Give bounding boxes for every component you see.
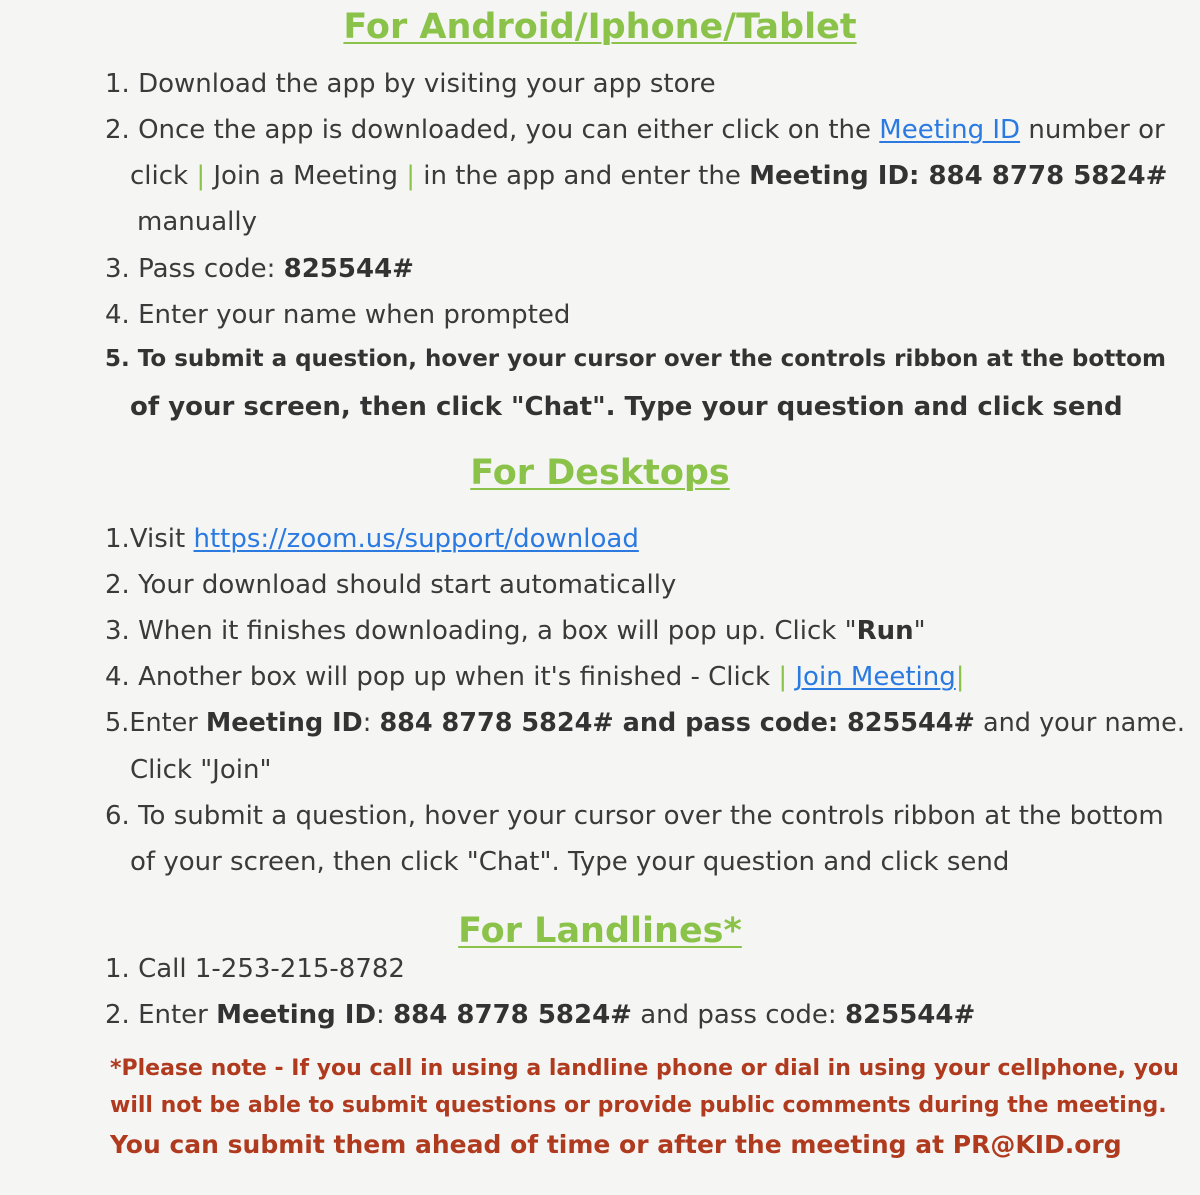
zoom-download-link[interactable]: https://zoom.us/support/download — [193, 524, 639, 554]
passcode-value: 825544# — [844, 1000, 976, 1030]
android-step-2-text: 2. Once the app is downloaded, you can either click on the — [105, 115, 872, 145]
desktop-step-1 — [105, 526, 639, 552]
visit-label: 1.Visit — [105, 524, 186, 554]
android-step-5-text: 5. To submit a question, hover your cursor over the controls ribbon at the bottom — [105, 346, 1166, 372]
desktop-step-4 — [105, 664, 965, 690]
bar-divider: | — [955, 662, 965, 692]
bar-divider: | — [778, 662, 788, 692]
heading-android: For Android/Iphone/Tablet — [343, 7, 857, 47]
note-line-2: will not be able to submit questions or provide public comments during the meeting. — [110, 1093, 1167, 1118]
landline-step-2 — [105, 1002, 975, 1028]
passcode-label: 3. Pass code: — [105, 254, 276, 284]
android-step-2-text-d: in the app and enter the — [423, 161, 741, 191]
android-step-2-manually: manually — [137, 207, 257, 237]
colon: : — [376, 1000, 385, 1030]
landline-step-2-enter: 2. Enter — [105, 1000, 208, 1030]
android-step-2-cont — [130, 161, 1168, 191]
desktop-step-5-cont: Click "Join" — [130, 755, 272, 785]
desktop-step-5 — [105, 708, 1185, 738]
join-a-meeting-label: Join a Meeting — [213, 161, 398, 191]
desktop-step-3 — [105, 618, 926, 644]
meeting-id-link[interactable]: Meeting ID — [879, 115, 1021, 145]
bar-divider: | — [196, 161, 206, 191]
android-step-4: 4. Enter your name when prompted — [105, 300, 571, 330]
android-step-5 — [105, 348, 1166, 371]
desktop-step-5-text-b: and your name. — [983, 708, 1185, 738]
desktop-step-3-quote: " — [913, 616, 926, 646]
android-step-2 — [105, 115, 1165, 145]
meeting-id-passcode-value: 884 8778 5824# and pass code: 825544# — [379, 708, 975, 738]
android-step-1: 1. Download the app by visiting your app store — [105, 69, 716, 99]
heading-landlines: For Landlines* — [458, 911, 742, 951]
meeting-id-value: 884 8778 5824# — [393, 1000, 632, 1030]
android-step-3 — [105, 256, 414, 282]
passcode-value: 825544# — [283, 254, 414, 284]
desktop-step-6: 6. To submit a question, hover your cursor over the controls ribbon at the bottom — [105, 801, 1164, 831]
desktop-step-3-text: 3. When it finishes downloading, a box will pop up. Click " — [105, 616, 857, 646]
passcode-label: and pass code: — [640, 1000, 837, 1030]
heading-desktops: For Desktops — [470, 453, 730, 493]
android-step-5-text-b: of your screen, then click "Chat". Type your question and click send — [130, 392, 1123, 422]
desktop-step-4-text: 4. Another box will pop up when it's finished - Click — [105, 662, 771, 692]
android-step-2-click: click — [130, 161, 189, 191]
note-line-3: You can submit them ahead of time or after the meeting at PR@KID.org — [110, 1130, 1122, 1159]
note-line-1: *Please note - If you call in using a landline phone or dial in using your cellphone, you — [110, 1056, 1179, 1081]
meeting-id-label: Meeting ID — [216, 1000, 377, 1030]
colon: : — [362, 708, 372, 738]
desktop-step-6-cont: of your screen, then click "Chat". Type your question and click send — [130, 847, 1010, 877]
bar-divider: | — [406, 161, 415, 191]
run-label: Run — [856, 616, 914, 646]
desktop-step-2: 2. Your download should start automatically — [105, 570, 677, 600]
landline-step-1: 1. Call 1-253-215-8782 — [105, 954, 405, 984]
meeting-id-label: Meeting ID — [205, 708, 363, 738]
android-step-2-text-b: number or — [1028, 115, 1165, 145]
desktop-step-5-enter: 5.Enter — [105, 708, 198, 738]
join-meeting-link[interactable]: Join Meeting — [795, 662, 956, 692]
android-step-5-cont — [130, 394, 1123, 420]
meeting-id-value: Meeting ID: 884 8778 5824# — [749, 161, 1168, 191]
